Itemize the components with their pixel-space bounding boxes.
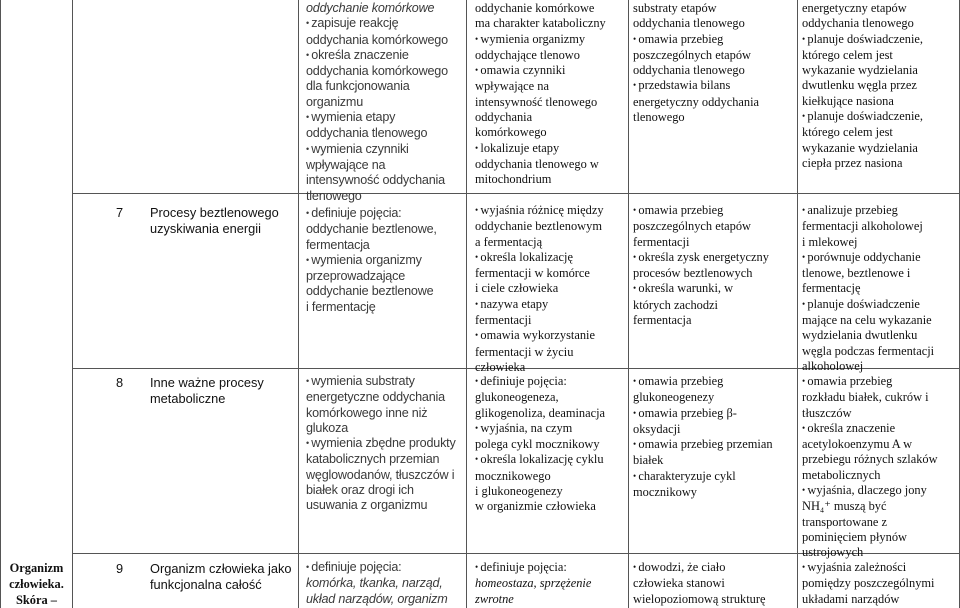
text-line: fermentacja	[633, 313, 692, 328]
bullet-item: • porównuje oddychanie	[802, 250, 959, 266]
text-line: wpływające na	[475, 79, 549, 94]
text-line: tlenowego	[306, 188, 362, 203]
text-line: dla funkcjonowania	[306, 79, 410, 94]
text-line: mocznikowy	[633, 485, 698, 500]
text-line: intensywność tlenowego	[475, 94, 598, 109]
text-line: oddychania tlenowego	[633, 16, 745, 31]
section-line: Organizm	[9, 561, 64, 575]
text-line: którego celem jest	[802, 47, 893, 62]
bullet-item: • wyjaśnia różnicę między	[475, 203, 628, 219]
bullet-item: • planuje doświadczenie,	[802, 32, 959, 48]
text-line: dwutlenku węgla przez	[802, 78, 917, 93]
text-line: fermentacji	[633, 234, 690, 249]
row-topic	[150, 205, 296, 237]
row-number: 7	[116, 205, 124, 220]
bullet-item: • wymienia substraty	[306, 374, 466, 390]
text-line: tlenowe, beztlenowe i	[802, 266, 911, 281]
col3-block4	[306, 560, 466, 607]
text-line: oddychania tlenowego w	[475, 156, 599, 171]
section-title	[2, 560, 71, 608]
text-line: człowieka	[475, 359, 526, 374]
bullet-item: • omawia czynniki	[475, 63, 628, 79]
text-line: białek	[633, 453, 664, 468]
text-line: przebiegu różnych szlaków	[802, 452, 938, 467]
text-line: katabolicznych przemian	[306, 452, 440, 467]
text-line: oddychania tlenowego	[306, 126, 428, 141]
bullet-item: • definiuje pojęcia:	[475, 560, 628, 576]
col3-block1	[306, 1, 466, 204]
topic-line: uzyskiwania energii	[150, 221, 261, 236]
row-topic	[150, 561, 296, 593]
text-line: fermentacji w życiu	[475, 344, 574, 359]
bullet-item: • definiuje pojęcia:	[306, 560, 466, 576]
text-line: kiełkujące nasiona	[802, 93, 894, 108]
text-line: a fermentacją	[475, 234, 543, 249]
topic-line: Organizm człowieka jako	[150, 561, 292, 576]
text-line: wielopoziomową strukturę	[633, 591, 766, 606]
bullet-item: • określa zysk energetyczny	[633, 250, 797, 266]
col6-block1	[802, 1, 959, 171]
text-line: fermentacja	[306, 237, 370, 252]
text-line: mocznikowego	[475, 468, 551, 483]
text-line: węgla podczas fermentacji	[802, 343, 935, 358]
text-line: komórka, tkanka, narząd,	[306, 576, 443, 591]
text-line: komórkowego inne niż	[306, 405, 428, 420]
text-line: oddychanie komórkowe	[475, 1, 595, 15]
text-line: glukoneogeneza,	[475, 390, 559, 405]
col4-block3	[475, 374, 628, 515]
col6-block2	[802, 203, 959, 374]
bullet-item: • określa warunki, w	[633, 281, 797, 297]
bullet-item: • wymienia zbędne produkty	[306, 436, 466, 452]
text-line: komórkowego	[475, 125, 547, 140]
text-line: człowieka stanowi	[633, 576, 725, 591]
col6-block3	[802, 374, 959, 561]
text-line: ciepła przez nasiona	[802, 155, 903, 170]
text-line: wykazanie wydzielania	[802, 140, 918, 155]
text-line: którego celem jest	[802, 125, 893, 140]
text-line: oddychające tlenowo	[475, 47, 580, 62]
text-line: w organizmie człowieka	[475, 499, 596, 514]
text-line: mitochondrium	[475, 172, 552, 187]
text-line: ma charakter kataboliczny	[475, 16, 606, 31]
topic-line: metaboliczne	[150, 391, 226, 406]
bullet-item: • definiuje pojęcia:	[475, 374, 628, 390]
col6-block4	[802, 560, 959, 607]
text-line: oddychania komórkowego	[306, 64, 448, 79]
bullet-item: • omawia wykorzystanie	[475, 328, 628, 344]
text-line: wykazanie wydzielania	[802, 63, 918, 78]
text-line: NH₄⁺ muszą być	[802, 499, 887, 514]
text-line: energetyczny oddychania	[633, 94, 760, 109]
text-line: przeprowadzające	[306, 269, 406, 284]
text-line: i fermentację	[306, 299, 376, 314]
text-line: układami narządów	[802, 591, 900, 606]
bullet-item: • planuje doświadczenie	[802, 297, 959, 313]
text-line: białek oraz drogi ich	[306, 483, 414, 498]
bullet-item: • przedstawia bilans	[633, 78, 797, 94]
bullet-item: • wymienia etapy	[306, 110, 466, 126]
text-line: fermentacji alkoholowej	[802, 219, 923, 234]
topic-line: Inne ważne procesy	[150, 375, 264, 390]
text-line: tłuszczów	[802, 405, 852, 420]
text-line: oddychania komórkowego	[306, 32, 448, 47]
bullet-item: • określa lokalizację cyklu	[475, 452, 628, 468]
section-line: Skóra –	[16, 593, 57, 607]
text-line: homeostaza, sprzężenie	[475, 576, 592, 591]
bullet-item: • wyjaśnia zależności	[802, 560, 959, 576]
text-line: oddychania tlenowego	[802, 16, 914, 31]
text-line: węglowodanów, tłuszczów i	[306, 467, 455, 482]
text-line: i ciele człowieka	[475, 281, 559, 296]
bullet-item: • omawia przebieg	[633, 203, 797, 219]
text-line: acetylokoenzymu A w	[802, 437, 913, 452]
row-topic	[150, 375, 296, 407]
text-line: tlenowego	[633, 110, 685, 125]
col3-block2	[306, 206, 466, 315]
text-line: zwrotne	[475, 591, 514, 606]
text-line: oddychanie beztlenowe	[306, 284, 434, 299]
text-line: oddychanie beztlenowe,	[306, 222, 437, 237]
text-line: wpływające na	[306, 157, 386, 172]
text-line: pomiędzy poszczególnymi	[802, 576, 935, 591]
text-line: glikogenoliza, deaminacja	[475, 405, 606, 420]
text-line: i glukoneogenezy	[475, 484, 563, 499]
text-line: glukoneogenezy	[633, 390, 715, 405]
text-line: i mlekowej	[802, 234, 858, 249]
text-line: których zachodzi	[633, 297, 718, 312]
text-line: mające na celu wykazanie	[802, 313, 932, 328]
col4-block2	[475, 203, 628, 375]
text-line: wydzielania dwutlenku	[802, 328, 918, 343]
bullet-item: • definiuje pojęcia:	[306, 206, 466, 222]
bullet-item: • nazywa etapy	[475, 297, 628, 313]
section-line: człowieka.	[9, 577, 64, 591]
bullet-item: • omawia przebieg β-	[633, 406, 797, 422]
text-line: fermentacji	[475, 313, 532, 328]
bullet-item: • określa znaczenie	[306, 48, 466, 64]
text-line: rozkładu białek, cukrów i	[802, 390, 929, 405]
topic-line: funkcjonalna całość	[150, 577, 262, 592]
bullet-item: • planuje doświadczenie,	[802, 109, 959, 125]
text-line: poszczególnych etapów	[633, 47, 752, 62]
text-line: oddychania	[475, 110, 533, 125]
bullet-item: • omawia przebieg	[802, 374, 959, 390]
bullet-item: • określa znaczenie	[802, 421, 959, 437]
row-number: 8	[116, 375, 124, 390]
text-line: alkoholowej	[802, 358, 864, 373]
text-line: układ narządów, organizm	[306, 591, 448, 606]
bullet-item: • wymienia organizmy	[306, 253, 466, 269]
text-line: oksydacji	[633, 421, 681, 436]
bullet-item: • zapisuje reakcję	[306, 16, 466, 32]
text-line: oddychanie komórkowe	[306, 1, 435, 15]
text-line: organizmu	[306, 94, 363, 109]
bullet-item: • omawia przebieg	[633, 374, 797, 390]
bullet-item: • wymienia organizmy	[475, 32, 628, 48]
col3-block3	[306, 374, 466, 514]
col5-block3	[633, 374, 797, 500]
bullet-item: • wymienia czynniki	[306, 142, 466, 158]
bullet-item: • omawia przebieg	[633, 32, 797, 48]
text-line: poszczególnych etapów	[633, 219, 752, 234]
col4-block1	[475, 1, 628, 188]
text-line: transportowane z	[802, 514, 887, 529]
text-line: energetyczny etapów	[802, 1, 907, 15]
bullet-item: • omawia przebieg przemian	[633, 437, 797, 453]
text-line: polega cykl mocznikowy	[475, 437, 600, 452]
bullet-item: • dowodzi, że ciało	[633, 560, 797, 576]
col5-block4	[633, 560, 797, 607]
bullet-item: • lokalizuje etapy	[475, 141, 628, 157]
text-line: fermentacji w komórce	[475, 266, 590, 281]
text-line: energetyczne oddychania	[306, 390, 445, 405]
row-number: 9	[116, 561, 124, 576]
bullet-item: • wyjaśnia, dlaczego jony	[802, 483, 959, 499]
bullet-item: • określa lokalizację	[475, 250, 628, 266]
text-line: intensywność oddychania	[306, 173, 445, 188]
topic-line: Procesy beztlenowego	[150, 205, 279, 220]
col4-block4	[475, 560, 628, 607]
bullet-item: • charakteryzuje cykl	[633, 469, 797, 485]
text-line: usuwania z organizmu	[306, 498, 428, 513]
text-line: oddychanie beztlenowym	[475, 219, 602, 234]
text-line: pominięciem płynów	[802, 529, 907, 544]
text-line: ustrojowych	[802, 545, 864, 560]
text-line: fermentację	[802, 281, 861, 296]
col5-block2	[633, 203, 797, 328]
text-line: glukoza	[306, 420, 349, 435]
text-line: procesów beztlenowych	[633, 266, 753, 281]
text-line: metabolicznych	[802, 467, 881, 482]
text-line: substraty etapów	[633, 1, 717, 15]
col5-block1	[633, 1, 797, 125]
bullet-item: • wyjaśnia, na czym	[475, 421, 628, 437]
bullet-item: • analizuje przebieg	[802, 203, 959, 219]
text-line: oddychania tlenowego	[633, 63, 745, 78]
